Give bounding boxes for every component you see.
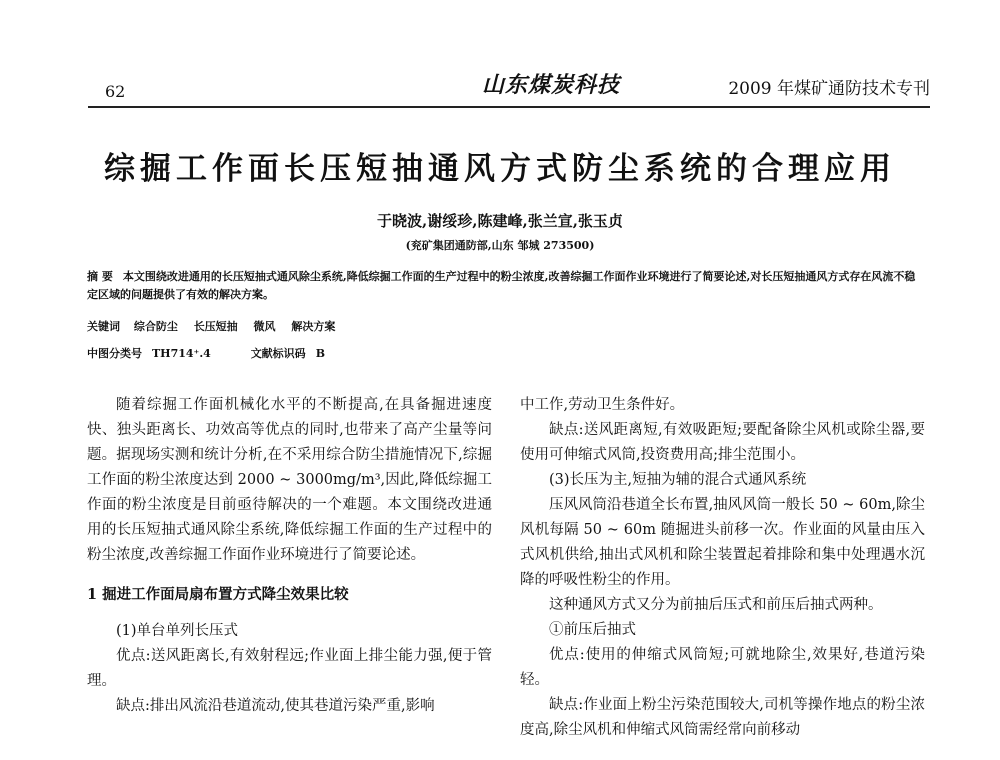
journal-name: 山东煤炭科技 (482, 72, 621, 98)
paragraph: 优点:使用的伸缩式风筒短;可就地除尘,效果好,巷道污染轻。 (520, 647, 925, 688)
abstract (87, 268, 926, 304)
paragraph: 缺点:送风距离短,有效吸距短;要配备除尘风机或除尘器,要使用可伸缩式风筒,投资费用高;排尘范围小。 (520, 422, 925, 463)
doc-code-label: 文献标识码 (250, 347, 306, 360)
paragraph: 缺点:作业面上粉尘污染范围较大,司机等操作地点的粉尘浓度高,除尘风机和伸缩式风筒需经常向前移动 (520, 697, 925, 738)
page-number: 62 (105, 82, 126, 101)
keyword: 微风 (253, 320, 276, 333)
clc-value: TH714⁺.4 (152, 347, 211, 360)
issue-label: 2009 年煤矿通防技术专刊 (728, 79, 930, 99)
author-list: 于晓波,谢绥珍,陈建峰,张兰宣,张玉贞 (377, 212, 623, 230)
keyword: 长压短抽 (193, 320, 238, 333)
right-column (520, 393, 925, 743)
keyword: 综合防尘 (133, 320, 178, 333)
doc-code-value: B (315, 347, 325, 360)
paragraph: 缺点:排出风流沿巷道流动,使其巷道污染严重,影响 (116, 698, 435, 714)
running-header (80, 68, 930, 106)
left-column (87, 393, 492, 719)
header-rule (88, 106, 930, 108)
keyword: 解决方案 (291, 320, 336, 333)
keywords (87, 318, 926, 336)
paragraph: 这种通风方式又分为前抽后压式和前压后抽式两种。 (549, 597, 883, 613)
abstract-label: 摘 要 (87, 270, 113, 283)
keywords-label: 关键词 (87, 320, 120, 333)
paragraph: 随着综掘工作面机械化水平的不断提高,在具备掘进速度快、独头距离长、功效高等优点的同时,也带来了高产尘量等问题。据现场实测和统计分析,在不采用综合防尘措施情况下,综掘工作面的粉尘浓度达到 2000 ~ 3000mg/m³,因此,降低综掘工作面的粉尘浓度是目前亟待解决的一个难题。本文围绕改进通用的长压短抽式通风除尘系统,降低综掘工作面的生产过程中的粉尘浓度,改善综掘工作面作业环境进行了简要论述。 (87, 397, 492, 563)
subsection-heading: ①前压后抽式 (549, 622, 636, 638)
classification-line (87, 345, 926, 363)
section-heading: 1 掘进工作面局扇布置方式降尘效果比较 (87, 586, 349, 603)
affiliation: (兖矿集团通防部,山东 邹城 273500) (405, 239, 595, 252)
abstract-text: 本文围绕改进通用的长压短抽式通风除尘系统,降低综掘工作面的生产过程中的粉尘浓度,改善综掘工作面作业环境进行了简要论述,对长压短抽通风方式存在风流不稳定区域的问题提供了有效的解决方案。 (87, 270, 916, 301)
subsection-heading: (3)长压为主,短抽为辅的混合式通风系统 (549, 472, 807, 488)
subsection-heading: (1)单台单列长压式 (116, 623, 239, 639)
paragraph: 中工作,劳动卫生条件好。 (520, 397, 685, 413)
paragraph: 压风风筒沿巷道全长布置,抽风风筒一般长 50 ~ 60m,除尘风机每隔 50 ~ 60m 随掘进头前移一次。作业面的风量由压入式风机供给,抽出式风机和除尘装置起着排除和集中处理遇水沉降的呼吸性粉尘的作用。 (520, 497, 925, 588)
clc-label: 中图分类号 (87, 347, 142, 360)
paragraph: 优点:送风距离长,有效射程远;作业面上排尘能力强,便于管理。 (87, 648, 492, 689)
paper-title: 综掘工作面长压短抽通风方式防尘系统的合理应用 (104, 151, 896, 187)
